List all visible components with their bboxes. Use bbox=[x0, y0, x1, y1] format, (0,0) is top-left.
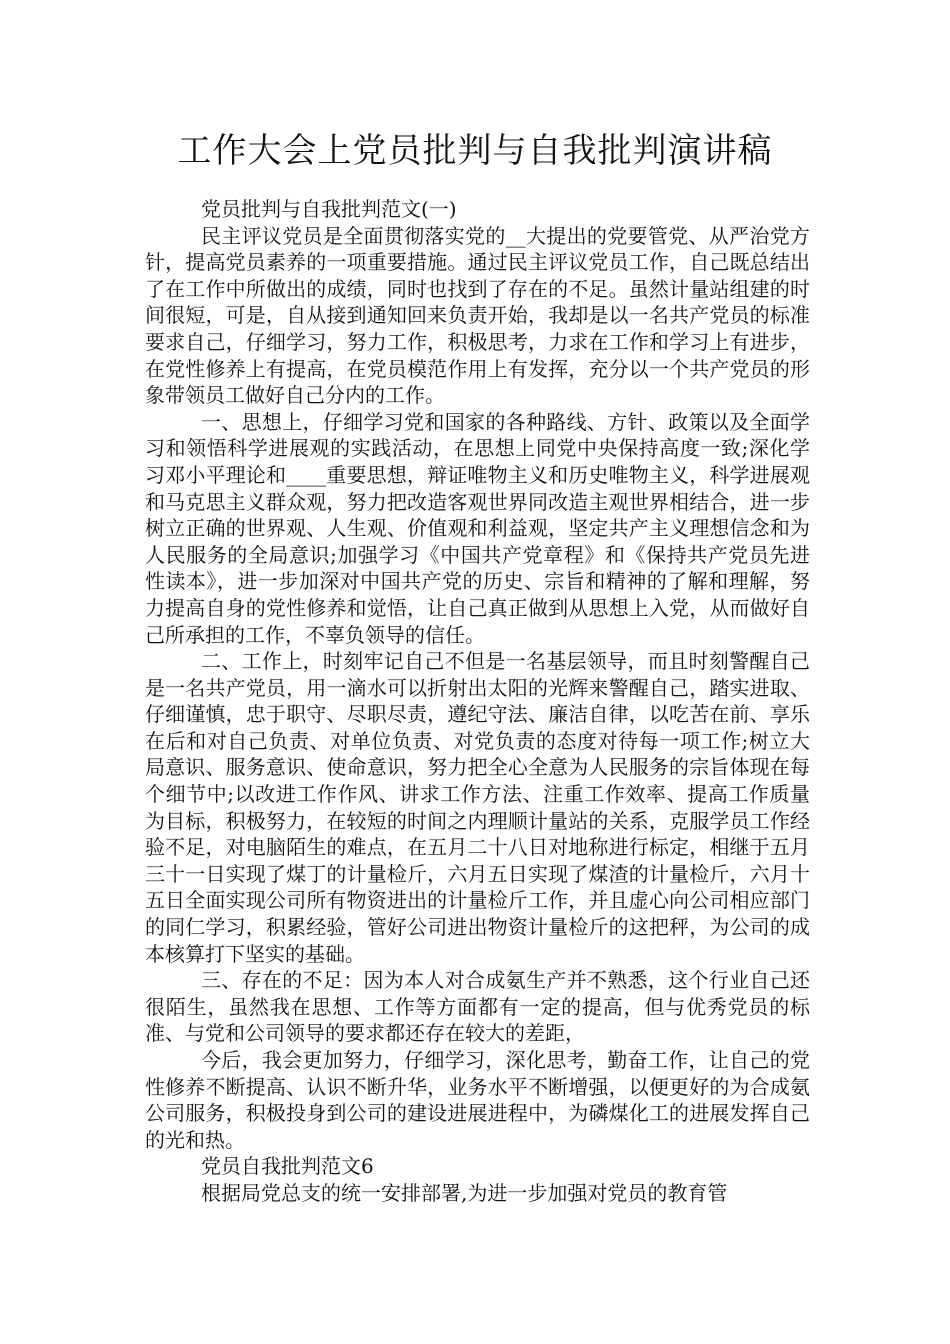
paragraph-intro: 民主评议党员是全面贯彻落实党的__大提出的党要管党、从严治党方针，提高党员素养的一项重要措施。通过民主评议党员工作，自己既总结出了在工作中所做出的成绩，同时也找到了存在的不足。虽然计量站组建的时间很短，可是，自从接到通知回来负责开始，我却是以一名共产党员的标准要求自己，仔细学习，努力工作，积极思考，力求在工作和学习上有进步，在党性修养上有提高，在党员模范作用上有发挥，充分以一个共产党员的形象带领员工做好自己分内的工作。 bbox=[145, 223, 810, 408]
document-body bbox=[145, 196, 810, 1207]
paragraph-work: 二、工作上，时刻牢记自己不但是一名基层领导，而且时刻警醒自己是一名共产党员，用一滴水可以折射出太阳的光辉来警醒自己，踏实进取、仔细谨慎，忠于职守、尽职尽责，遵纪守法、廉洁自律，以吃苦在前、享乐在后和对自己负责、对单位负责、对党负责的态度对待每一项工作;树立大局意识、服务意识、使命意识，努力把全心全意为人民服务的宗旨体现在每个细节中;以改进工作作风、讲求工作方法、注重工作效率、提高工作质量为目标，积极努力，在较短的时间之内理顺计量站的关系，克服学员工作经验不足，对电脑陌生的难点，在五月二十八日对地称进行标定，相继于五月三十一日实现了煤丁的计量检斤，六月五日实现了煤渣的计量检斤，六月十五日全面实现公司所有物资进出的计量检斤工作，并且虚心向公司相应部门的同仁学习，积累经验，管好公司进出物资计量检斤的这把秤，为公司的成本核算打下坚实的基础。 bbox=[145, 649, 810, 966]
section-heading-1: 党员批判与自我批判范文(一) bbox=[201, 197, 457, 221]
document-title: 工作大会上党员批判与自我批判演讲稿 bbox=[177, 131, 773, 171]
section-heading-2: 党员自我批判范文6 bbox=[201, 1154, 374, 1179]
paragraph-thought: 一、思想上，仔细学习党和国家的各种路线、方针、政策以及全面学习和领悟科学进展观的实践活动，在思想上同党中央保持高度一致;深化学习邓小平理论和____重要思想，辩证唯物主义和历史唯物主义，科学进展观和马克思主义群众观，努力把改造客观世界同改造主观世界相结合，进一步树立正确的世界观、人生观、价值观和利益观，坚定共产主义理想信念和为人民服务的全局意识;加强学习《中国共产党章程》和《保持共产党员先进性读本》，进一步加深对中国共产党的历史、宗旨和精神的了解和理解，努力提高自身的党性修养和觉悟，让自己真正做到从思想上入党，从而做好自己所承担的工作，不辜负领导的信任。 bbox=[145, 409, 810, 647]
paragraph-arrangement: 根据局党总支的统一安排部署,为进一步加强对党员的教育管 bbox=[201, 1180, 728, 1205]
paragraph-future: 今后，我会更加努力，仔细学习，深化思考，勤奋工作，让自己的党性修养不断提高、认识不断升华，业务水平不断增强，以便更好的为合成氨公司服务，积极投身到公司的建设进展进程中，为磷煤化工的进展发挥自己的光和热。 bbox=[145, 1048, 810, 1152]
paragraph-shortcomings: 三、存在的不足：因为本人对合成氨生产并不熟悉，这个行业自己还很陌生，虽然我在思想、工作等方面都有一定的提高，但与优秀党员的标准、与党和公司领导的要求都还存在较大的差距， bbox=[145, 968, 810, 1046]
